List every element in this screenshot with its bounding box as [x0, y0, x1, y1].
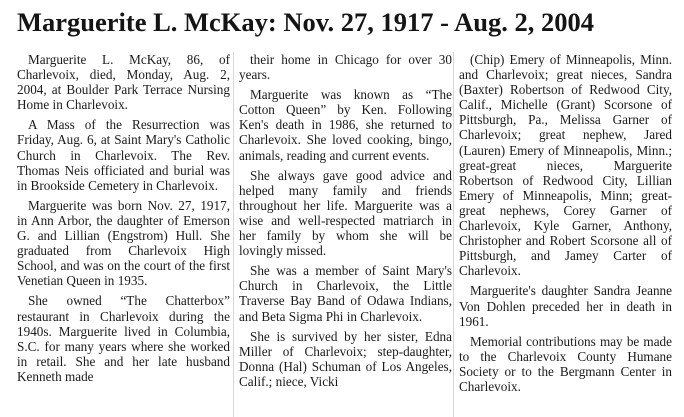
paragraph-relatives: (Chip) Emery of Minneapolis, Minn. and Charlevoix; great nieces, Sandra (Baxter) Robertson of Redwood City, Calif., Michelle (Grant) Scorsone of Pittsburgh, Pa., Melissa Garner of Charlevoix; great nephew, Jared (Lauren) Emery of Minneapolis, Minn.; great-great nieces, Marguerite Robertson of Redwood City, Lillian Emery of Minneapolis, Minn; great-great nephews, Corey Garner of Charlevoix, Kyle Garner, Anthony, Christopher and Robert Scorsone all of Pittsburgh, and Jamey Carter of Charlevoix.: [459, 52, 672, 279]
obituary-headline: Marguerite L. McKay: Nov. 27, 1917 - Aug. 2, 2004: [17, 7, 595, 37]
paragraph-preceded-in-death: Marguerite's daughter Sandra Jeanne Von Dohlen preceded her in death in 1961.: [459, 283, 672, 329]
article-column-2: [239, 52, 452, 389]
paragraph-survivors: She is survived by her sister, Edna Miller of Charlevoix; step-daughter, Donna (Hal) Schuman of Los Angeles, Calif.; niece, Vicki: [239, 328, 452, 389]
column-divider: [453, 52, 454, 417]
paragraph-career: She owned “The Chatterbox” restaurant in Charlevoix during the 1940s. Marguerite lived in Columbia, S.C. for many years where she worked in retail. She and her late husband Kenneth made: [17, 293, 230, 384]
paragraph-memorials: Memorial contributions may be made to the Charlevoix County Humane Society or to the Bergmann Center in Charlevoix.: [459, 333, 672, 394]
article-column-3: [459, 52, 672, 394]
paragraph-chicago-home: their home in Chicago for over 30 years.: [239, 52, 452, 83]
article-column-1: [17, 52, 230, 384]
paragraph-character: She always gave good advice and helped many family and friends throughout her life. Marguerite was a wise and well-respected matriarch in her family by whom she will be lovingly missed.: [239, 167, 452, 259]
column-divider: [233, 52, 234, 417]
paragraph-funeral-mass: A Mass of the Resurrection was Friday, Aug. 6, at Saint Mary's Catholic Church in Charlevoix. The Rev. Thomas Neis officiated and burial was in Brookside Cemetery in Charlevoix.: [17, 117, 230, 193]
paragraph-early-life: Marguerite was born Nov. 27, 1917, in Ann Arbor, the daughter of Emerson G. and Lillian (Engstrom) Hull. She graduated from Charlevoix High School, and was on the court of the first Venetian Queen in 1935.: [17, 197, 230, 289]
paragraph-death-notice: Marguerite L. McKay, 86, of Charlevoix, died, Monday, Aug. 2, 2004, at Boulder Park Terrace Nursing Home in Charlevoix.: [17, 52, 230, 113]
paragraph-memberships: She was a member of Saint Mary's Church in Charlevoix, the Little Traverse Bay Band of Odawa Indians, and Beta Sigma Phi in Charlevoix.: [239, 263, 452, 324]
paragraph-cotton-queen: Marguerite was known as “The Cotton Queen” by Ken. Following Ken's death in 1986, she returned to Charlevoix. She loved cooking, bingo, animals, reading and current events.: [239, 87, 452, 163]
